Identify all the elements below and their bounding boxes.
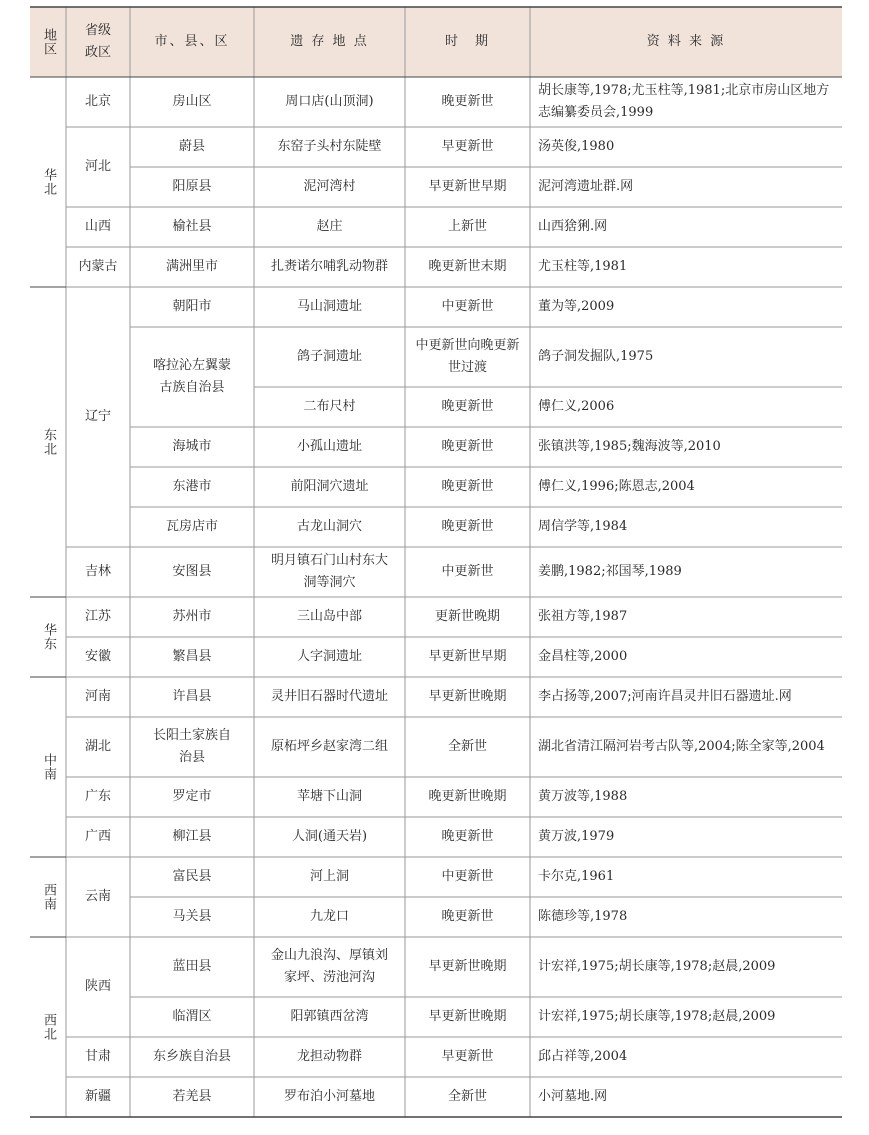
county-cell-text: 长阳土家族自治县	[152, 728, 231, 765]
region-cell-text: 西南	[41, 883, 56, 911]
region-cell-text: 西北	[41, 1013, 56, 1041]
header-county-text: 市、县、区	[154, 34, 230, 49]
region-cell	[30, 677, 66, 857]
period-cell	[405, 287, 530, 327]
period-cell-text: 中更新世	[441, 869, 494, 884]
county-cell	[130, 467, 254, 507]
period-cell-text: 早更新世晚期	[428, 689, 507, 704]
period-cell	[405, 547, 530, 597]
province-cell-text: 江苏	[84, 609, 111, 624]
county-cell-text: 马关县	[172, 909, 212, 924]
source-cell-text: 山西猞猁.网	[538, 219, 608, 234]
province-cell	[66, 1037, 130, 1077]
province-cell	[66, 247, 130, 287]
county-cell	[130, 77, 254, 127]
period-cell	[405, 467, 530, 507]
region-cell	[30, 857, 66, 937]
county-cell-text: 苏州市	[172, 609, 212, 624]
source-cell	[530, 677, 842, 717]
source-cell	[530, 327, 842, 387]
source-cell	[530, 997, 842, 1037]
county-cell-text: 榆社县	[172, 219, 212, 234]
province-cell-text: 山西	[84, 219, 111, 234]
county-cell-text: 繁昌县	[172, 649, 212, 664]
province-cell	[66, 777, 130, 817]
county-cell-text: 安图县	[172, 564, 212, 579]
county-cell	[130, 897, 254, 937]
period-cell	[405, 127, 530, 167]
site-cell-text: 原柘坪乡赵家湾二组	[270, 739, 388, 754]
source-cell-text: 卡尔克,1961	[538, 869, 615, 884]
source-cell	[530, 547, 842, 597]
site-cell	[254, 937, 405, 997]
region-cell-text: 东北	[41, 428, 56, 456]
county-cell	[130, 637, 254, 677]
site-cell	[254, 857, 405, 897]
county-cell	[130, 1037, 254, 1077]
site-cell	[254, 207, 405, 247]
county-cell-text: 柳江县	[172, 829, 212, 844]
county-cell-text: 临渭区	[172, 1009, 212, 1024]
period-cell-text: 全新世	[447, 739, 487, 754]
province-cell	[66, 677, 130, 717]
county-cell	[130, 677, 254, 717]
source-cell-text: 小河墓地.网	[538, 1089, 608, 1104]
period-cell	[405, 1077, 530, 1117]
site-cell	[254, 327, 405, 387]
source-cell-text: 陈德珍等,1978	[538, 909, 628, 924]
period-cell	[405, 777, 530, 817]
period-cell-text: 早更新世早期	[428, 649, 507, 664]
province-cell-text: 广东	[84, 789, 111, 804]
province-cell-text: 吉林	[84, 564, 111, 579]
site-cell	[254, 1037, 405, 1077]
source-cell	[530, 77, 842, 127]
county-cell-text: 若羌县	[172, 1089, 212, 1104]
county-cell	[130, 427, 254, 467]
province-cell-text: 河北	[84, 159, 111, 174]
period-cell	[405, 817, 530, 857]
county-cell-text: 蓝田县	[172, 959, 212, 974]
site-cell-text: 龙担动物群	[296, 1049, 362, 1064]
source-cell-text: 董为等,2009	[538, 299, 615, 314]
county-cell	[130, 597, 254, 637]
province-cell	[66, 287, 130, 547]
header-province	[66, 7, 130, 77]
source-cell-text: 周信学等,1984	[538, 519, 628, 534]
source-cell	[530, 637, 842, 677]
county-cell	[130, 857, 254, 897]
source-cell-text: 姜鹏,1982;祁国琴,1989	[538, 564, 682, 579]
period-cell	[405, 247, 530, 287]
source-cell	[530, 597, 842, 637]
period-cell-text: 中更新世	[441, 564, 494, 579]
period-cell-text: 晚更新世	[441, 439, 494, 454]
period-cell-text: 晚更新世晚期	[428, 789, 507, 804]
region-cell-text: 华东	[41, 623, 56, 651]
province-cell	[66, 1077, 130, 1117]
period-cell-text: 更新世晚期	[434, 609, 500, 624]
region-cell	[30, 937, 66, 1117]
site-cell	[254, 547, 405, 597]
period-cell-text: 晚更新世末期	[428, 259, 507, 274]
site-cell-text: 泥河湾村	[303, 179, 356, 194]
site-cell-text: 金山九浪沟、厚镇刘家坪、涝池河沟	[270, 948, 388, 985]
province-cell-text: 安徽	[84, 649, 111, 664]
site-cell	[254, 817, 405, 857]
province-cell-text: 内蒙古	[78, 259, 118, 274]
county-cell	[130, 507, 254, 547]
source-cell-text: 张祖方等,1987	[538, 609, 628, 624]
site-cell-text: 河上洞	[309, 869, 349, 884]
header-region-text: 地区	[41, 28, 56, 56]
site-cell	[254, 897, 405, 937]
province-cell-text: 陕西	[84, 979, 111, 994]
county-cell	[130, 207, 254, 247]
period-cell-text: 晚更新世	[441, 909, 494, 924]
county-cell-text: 东港市	[172, 479, 212, 494]
site-cell-text: 古龙山洞穴	[296, 519, 362, 534]
source-cell	[530, 857, 842, 897]
source-cell	[530, 1037, 842, 1077]
site-cell	[254, 507, 405, 547]
site-cell-text: 马山洞遗址	[296, 299, 362, 314]
county-cell	[130, 247, 254, 287]
period-cell-text: 早更新世晚期	[428, 959, 507, 974]
province-cell	[66, 857, 130, 937]
county-cell	[130, 127, 254, 167]
period-cell-text: 中更新世向晚更新世过渡	[415, 338, 520, 375]
province-cell	[66, 207, 130, 247]
county-cell	[130, 327, 254, 427]
site-cell-text: 东窑子头村东陡壁	[277, 139, 382, 154]
province-cell-text: 河南	[84, 689, 111, 704]
province-cell	[66, 77, 130, 127]
period-cell	[405, 207, 530, 247]
province-cell-text: 北京	[84, 94, 111, 109]
source-cell	[530, 387, 842, 427]
county-cell-text: 蔚县	[178, 139, 205, 154]
site-cell-text: 小孤山遗址	[296, 439, 362, 454]
province-cell	[66, 127, 130, 207]
period-cell	[405, 1037, 530, 1077]
period-cell-text: 早更新世	[441, 1049, 494, 1064]
county-cell	[130, 167, 254, 207]
site-cell-text: 罗布泊小河墓地	[283, 1089, 375, 1104]
header-county	[130, 7, 254, 77]
county-cell-text: 东乡族自治县	[152, 1049, 231, 1064]
site-cell	[254, 597, 405, 637]
source-cell-text: 李占扬等,2007;河南许昌灵井旧石器遗址.网	[538, 689, 792, 704]
county-cell	[130, 817, 254, 857]
site-cell-text: 人字洞遗址	[296, 649, 362, 664]
period-cell	[405, 327, 530, 387]
site-cell-text: 三山岛中部	[296, 609, 362, 624]
site-cell	[254, 777, 405, 817]
site-cell	[254, 167, 405, 207]
county-cell-text: 阳原县	[172, 179, 212, 194]
period-cell-text: 晚更新世	[441, 399, 494, 414]
source-cell	[530, 777, 842, 817]
county-cell	[130, 997, 254, 1037]
province-cell	[66, 547, 130, 597]
site-cell	[254, 77, 405, 127]
source-cell	[530, 507, 842, 547]
province-cell	[66, 937, 130, 1037]
site-cell-text: 明月镇石门山村东大洞等洞穴	[270, 553, 388, 590]
site-cell-text: 阳郭镇西岔湾	[290, 1009, 369, 1024]
period-cell	[405, 937, 530, 997]
source-cell	[530, 717, 842, 777]
site-cell-text: 二布尺村	[303, 399, 356, 414]
site-cell	[254, 387, 405, 427]
source-cell-text: 金昌柱等,2000	[538, 649, 628, 664]
province-cell	[66, 597, 130, 637]
period-cell-text: 晚更新世	[441, 94, 494, 109]
county-cell-text: 满洲里市	[165, 259, 218, 274]
source-cell	[530, 1077, 842, 1117]
region-cell	[30, 287, 66, 597]
source-cell	[530, 207, 842, 247]
source-cell-text: 黄万波等,1988	[538, 789, 628, 804]
county-cell	[130, 287, 254, 327]
header-site-text: 遗 存 地 点	[290, 34, 369, 49]
header-site	[254, 7, 405, 77]
region-cell-text: 中南	[41, 753, 56, 781]
region-cell	[30, 77, 66, 287]
county-cell-text: 海城市	[172, 439, 212, 454]
county-cell-text: 许昌县	[172, 689, 212, 704]
source-cell-text: 鸽子洞发掘队,1975	[538, 349, 654, 364]
header-region	[30, 7, 66, 77]
county-cell-text: 喀拉沁左翼蒙古族自治县	[152, 358, 231, 395]
province-cell-text: 辽宁	[84, 409, 111, 424]
period-cell	[405, 507, 530, 547]
county-cell-text: 富民县	[172, 869, 212, 884]
province-cell	[66, 637, 130, 677]
period-cell	[405, 387, 530, 427]
site-cell	[254, 427, 405, 467]
region-cell-text: 华北	[41, 168, 56, 196]
county-cell	[130, 717, 254, 777]
period-cell	[405, 677, 530, 717]
header-period-text: 时 期	[444, 34, 490, 49]
county-cell	[130, 1077, 254, 1117]
site-cell	[254, 637, 405, 677]
site-cell-text: 周口店(山顶洞)	[285, 94, 374, 109]
header-source-text: 资 料 来 源	[646, 34, 726, 49]
period-cell-text: 早更新世早期	[428, 179, 507, 194]
site-cell	[254, 127, 405, 167]
source-cell-text: 黄万波,1979	[538, 829, 615, 844]
period-cell-text: 晚更新世	[441, 519, 494, 534]
source-cell	[530, 817, 842, 857]
province-cell-text: 甘肃	[84, 1049, 111, 1064]
source-cell-text: 计宏祥,1975;胡长康等,1978;赵晨,2009	[538, 959, 776, 974]
county-cell-text: 房山区	[172, 94, 212, 109]
period-cell	[405, 997, 530, 1037]
source-cell-text: 傅仁义,1996;陈恩志,2004	[538, 479, 695, 494]
period-cell-text: 中更新世	[441, 299, 494, 314]
header-source	[530, 7, 842, 77]
site-cell-text: 人洞(通天岩)	[291, 829, 368, 844]
county-cell	[130, 547, 254, 597]
region-cell	[30, 597, 66, 677]
county-cell	[130, 777, 254, 817]
source-cell-text: 湖北省清江隔河岩考古队等,2004;陈全家等,2004	[538, 739, 825, 754]
county-cell	[130, 937, 254, 997]
source-cell-text: 张镇洪等,1985;魏海波等,2010	[538, 439, 721, 454]
province-cell-text: 云南	[84, 889, 111, 904]
province-cell	[66, 717, 130, 777]
period-cell-text: 早更新世晚期	[428, 1009, 507, 1024]
period-cell	[405, 857, 530, 897]
period-cell-text: 全新世	[447, 1089, 487, 1104]
site-cell-text: 九龙口	[309, 909, 349, 924]
source-cell-text: 胡长康等,1978;尤玉柱等,1981;北京市房山区地方志编纂委员会,1999	[538, 83, 830, 120]
province-cell-text: 广西	[84, 829, 111, 844]
header-province-text: 省级 政区	[84, 23, 111, 60]
province-cell	[66, 817, 130, 857]
source-cell-text: 邱占祥等,2004	[538, 1049, 628, 1064]
county-cell-text: 瓦房店市	[165, 519, 218, 534]
period-cell-text: 晚更新世	[441, 479, 494, 494]
source-cell	[530, 287, 842, 327]
header-period	[405, 7, 530, 77]
period-cell	[405, 897, 530, 937]
period-cell	[405, 77, 530, 127]
period-cell-text: 上新世	[447, 219, 487, 234]
site-cell-text: 前阳洞穴遗址	[290, 479, 369, 494]
site-cell-text: 灵井旧石器时代遗址	[270, 689, 388, 704]
period-cell	[405, 717, 530, 777]
source-cell-text: 汤英俊,1980	[538, 139, 615, 154]
site-cell	[254, 1077, 405, 1117]
county-cell-text: 朝阳市	[172, 299, 212, 314]
period-cell-text: 早更新世	[441, 139, 494, 154]
site-cell-text: 赵庄	[316, 219, 343, 234]
source-cell	[530, 427, 842, 467]
source-cell	[530, 467, 842, 507]
source-cell	[530, 897, 842, 937]
site-cell	[254, 467, 405, 507]
period-cell	[405, 637, 530, 677]
source-cell-text: 尤玉柱等,1981	[538, 259, 628, 274]
period-cell	[405, 597, 530, 637]
site-cell-text: 鸽子洞遗址	[296, 349, 362, 364]
province-cell-text: 湖北	[84, 739, 111, 754]
source-cell	[530, 167, 842, 207]
source-cell-text: 泥河湾遗址群.网	[538, 179, 634, 194]
province-cell-text: 新疆	[84, 1089, 111, 1104]
source-cell	[530, 937, 842, 997]
site-cell	[254, 247, 405, 287]
site-cell	[254, 997, 405, 1037]
county-cell-text: 罗定市	[172, 789, 212, 804]
source-cell	[530, 247, 842, 287]
period-cell	[405, 167, 530, 207]
source-cell-text: 计宏祥,1975;胡长康等,1978;赵晨,2009	[538, 1009, 776, 1024]
period-cell	[405, 427, 530, 467]
site-cell	[254, 717, 405, 777]
site-cell-text: 扎赉诺尔哺乳动物群	[270, 259, 388, 274]
site-cell-text: 苹塘下山洞	[296, 789, 362, 804]
source-cell	[530, 127, 842, 167]
site-cell	[254, 677, 405, 717]
site-cell	[254, 287, 405, 327]
source-cell-text: 傅仁义,2006	[538, 399, 615, 414]
period-cell-text: 晚更新世	[441, 829, 494, 844]
